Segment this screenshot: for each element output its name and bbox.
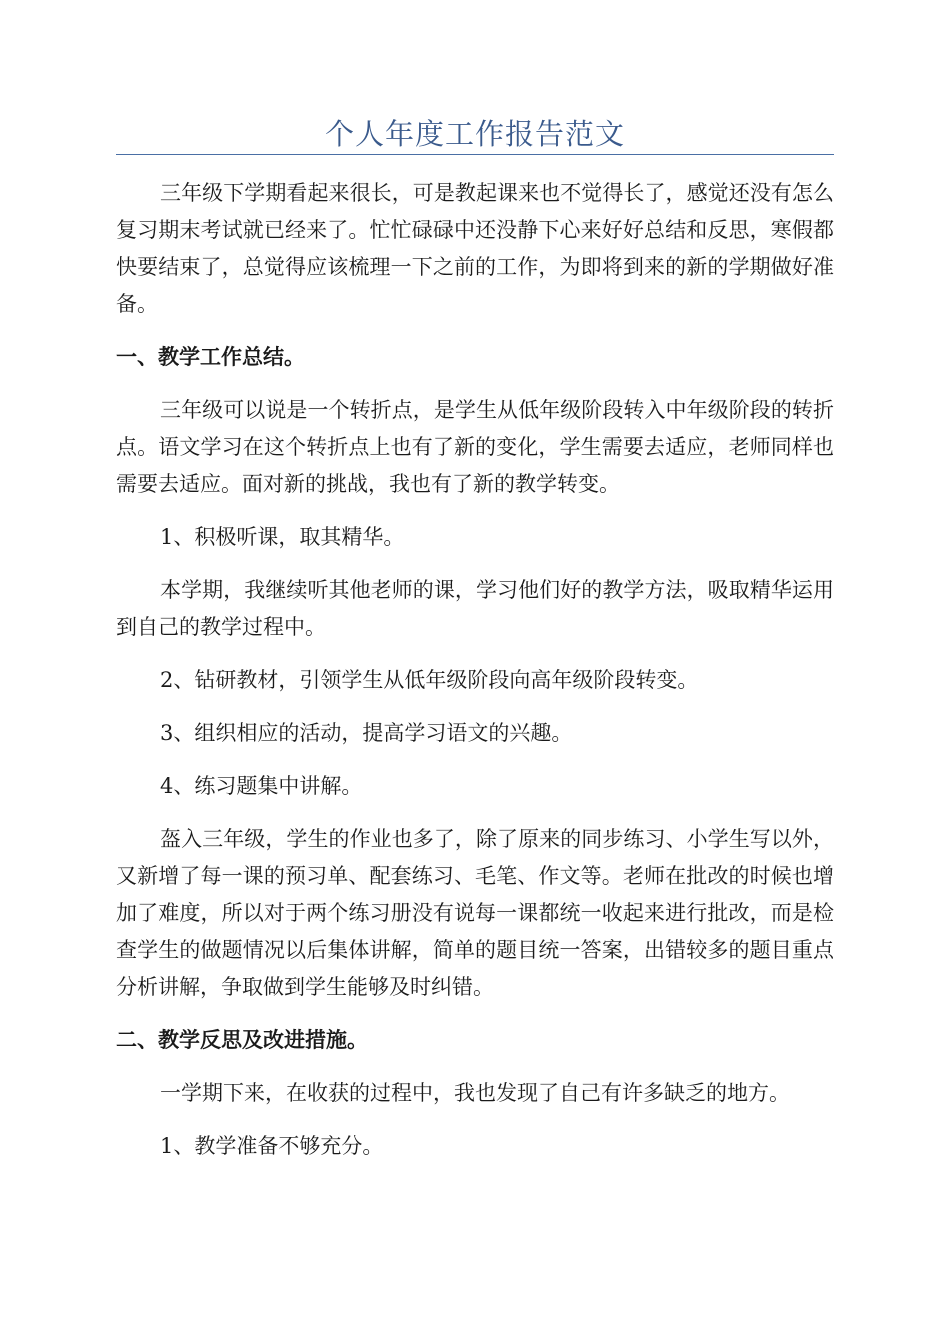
list-item-1: 1、积极听课，取其精华。 [160, 525, 405, 549]
document-body [116, 175, 834, 1181]
list-item-reflection-1: 1、教学准备不够充分。 [160, 1134, 384, 1158]
paragraph-listening: 本学期，我继续听其他老师的课，学习他们好的教学方法，吸取精华运用到自己的教学过程中。 [116, 578, 834, 639]
paragraph-reflection: 一学期下来，在收获的过程中，我也发现了自己有许多缺乏的地方。 [160, 1081, 790, 1105]
document-title: 个人年度工作报告范文 [324, 117, 625, 151]
list-item-4: 4、练习题集中讲解。 [160, 774, 363, 798]
section-heading-1: 一、教学工作总结。 [116, 345, 305, 369]
title-underline [116, 154, 834, 155]
paragraph-turning-point: 三年级可以说是一个转折点，是学生从低年级阶段转入中年级阶段的转折点。语文学习在这个转折点上也有了新的变化，学生需要去适应，老师同样也需要去适应。面对新的挑战，我也有了新的教学转变。 [116, 398, 834, 496]
list-item-2: 2、钻研教材，引领学生从低年级阶段向高年级阶段转变。 [160, 668, 699, 692]
section-heading-2: 二、教学反思及改进措施。 [116, 1028, 368, 1052]
paragraph-homework: 盔入三年级，学生的作业也多了，除了原来的同步练习、小学生写以外，又新增了每一课的预习单、配套练习、毛笔、作文等。老师在批改的时候也增加了难度，所以对于两个练习册没有说每一课都统一收起来进行批改，而是检查学生的做题情况以后集体讲解，简单的题目统一答案，出错较多的题目重点分析讲解，争取做到学生能够及时纠错。 [116, 827, 834, 999]
paragraph-intro: 三年级下学期看起来很长，可是教起课来也不觉得长了，感觉还没有怎么复习期末考试就已经来了。忙忙碌碌中还没静下心来好好总结和反思，寒假都快要结束了，总觉得应该梳理一下之前的工作，为即将到来的新的学期做好准备。 [116, 181, 834, 316]
list-item-3: 3、组织相应的活动，提高学习语文的兴趣。 [160, 721, 573, 745]
